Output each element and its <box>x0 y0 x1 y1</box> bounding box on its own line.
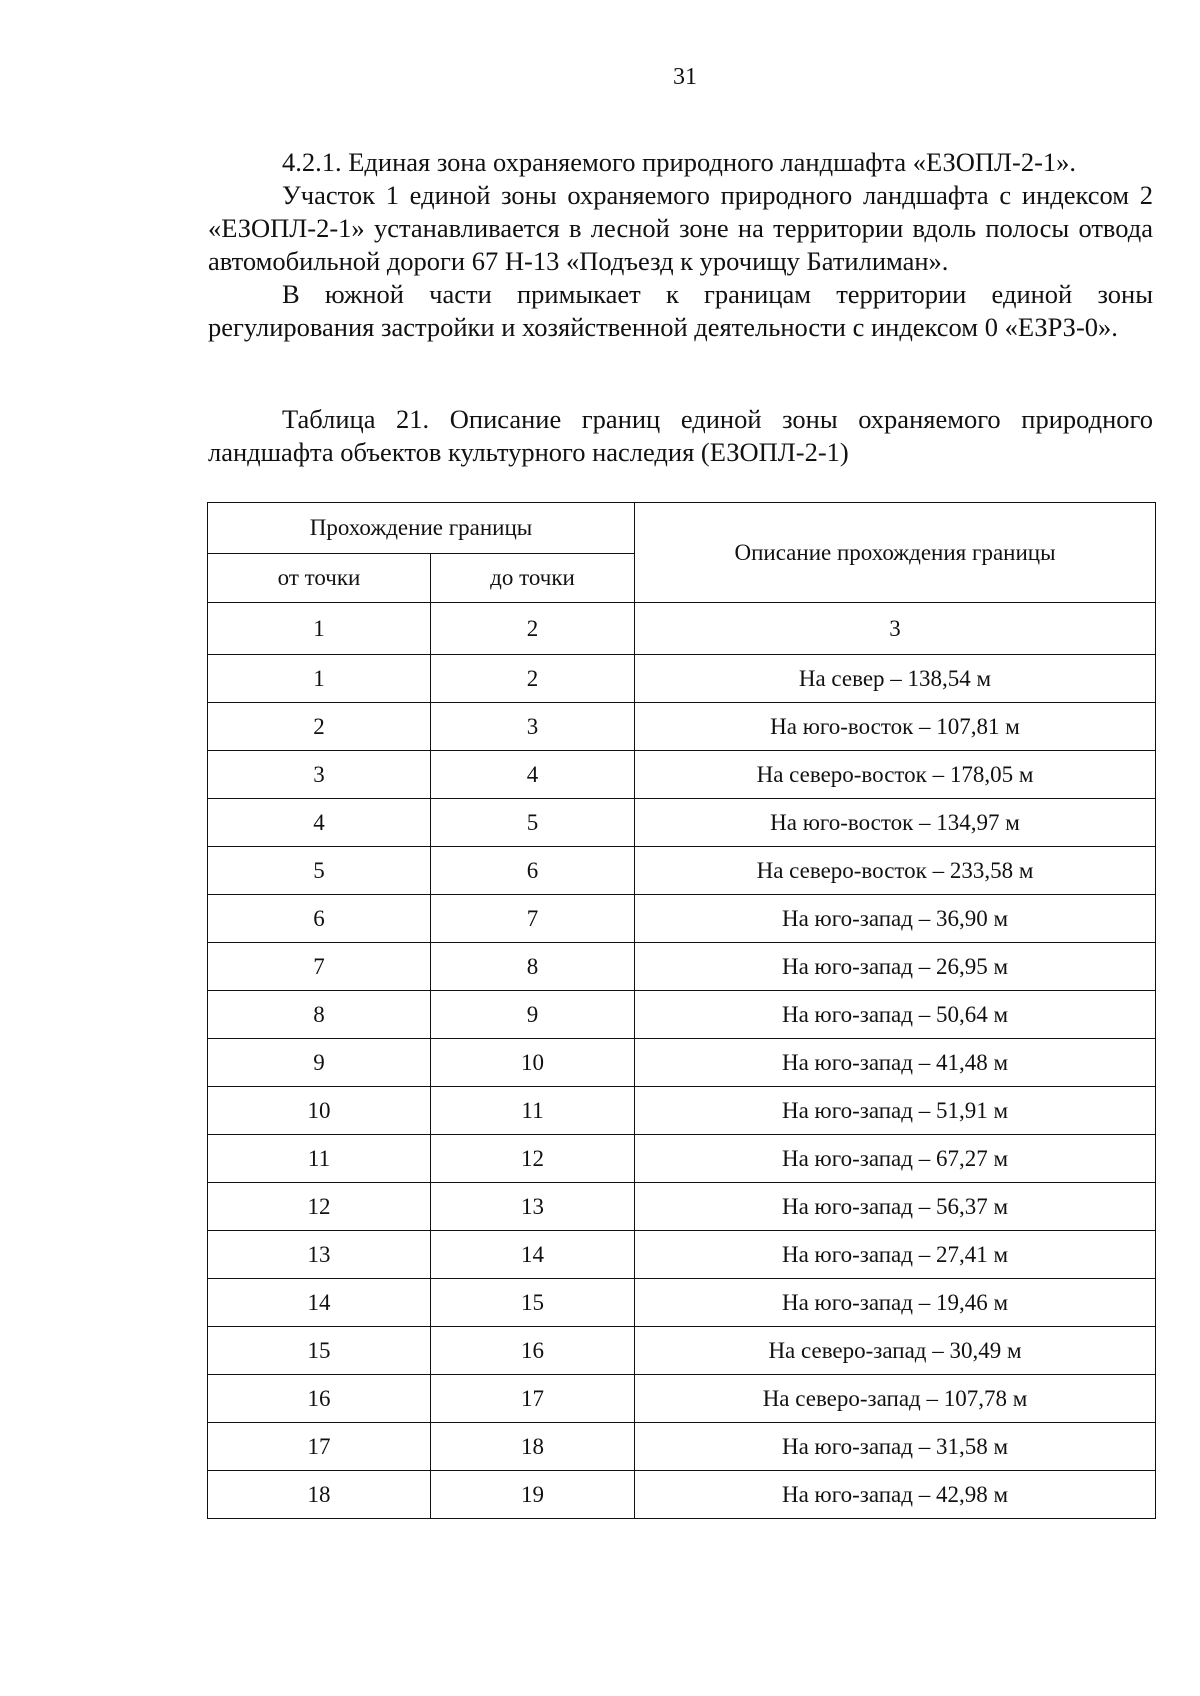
index-cell: 1 <box>208 603 431 655</box>
from-point-cell: 9 <box>208 1039 431 1087</box>
table-caption-block <box>208 403 1153 469</box>
from-point-cell: 18 <box>208 1471 431 1519</box>
section-text <box>208 146 1153 344</box>
from-point-cell: 16 <box>208 1375 431 1423</box>
to-point-cell: 6 <box>431 847 635 895</box>
description-cell: На юго-запад – 36,90 м <box>635 895 1156 943</box>
table-row <box>208 1423 1156 1471</box>
to-point-cell: 3 <box>431 703 635 751</box>
description-cell: На юго-запад – 26,95 м <box>635 943 1156 991</box>
description-cell: На юго-запад – 19,46 м <box>635 1279 1156 1327</box>
to-point-cell: 2 <box>431 655 635 703</box>
from-point-cell: 1 <box>208 655 431 703</box>
description-cell: На юго-запад – 31,58 м <box>635 1423 1156 1471</box>
header-group-cell: Прохождение границы <box>208 503 635 554</box>
table-row <box>208 1471 1156 1519</box>
to-point-cell: 12 <box>431 1135 635 1183</box>
description-cell: На юго-запад – 27,41 м <box>635 1231 1156 1279</box>
table-row <box>208 895 1156 943</box>
table-row <box>208 1375 1156 1423</box>
from-point-cell: 14 <box>208 1279 431 1327</box>
table-row <box>208 847 1156 895</box>
index-cell: 3 <box>635 603 1156 655</box>
table-row <box>208 1231 1156 1279</box>
to-point-cell: 9 <box>431 991 635 1039</box>
from-point-cell: 13 <box>208 1231 431 1279</box>
table-header-row <box>208 503 1156 554</box>
table-row <box>208 1327 1156 1375</box>
description-cell: На северо-запад – 30,49 м <box>635 1327 1156 1375</box>
from-point-cell: 12 <box>208 1183 431 1231</box>
page-number: 31 <box>673 64 697 90</box>
index-cell: 2 <box>431 603 635 655</box>
description-cell: На юго-запад – 67,27 м <box>635 1135 1156 1183</box>
table-row <box>208 943 1156 991</box>
from-point-cell: 7 <box>208 943 431 991</box>
table-row <box>208 1135 1156 1183</box>
table-caption: Таблица 21. Описание границ единой зоны охраняемого природного ландшафта объектов культурного наследия (ЕЗОПЛ-2-1) <box>208 404 1153 467</box>
paragraph: Участок 1 единой зоны охраняемого природного ландшафта с индексом 2 «ЕЗОПЛ-2-1» устанавливается в лесной зоне на территории вдоль полосы отвода автомобильной дороги 67 Н-13 «Подъезд к урочищу Батилиман». <box>208 180 1153 276</box>
table-row <box>208 799 1156 847</box>
table-row <box>208 655 1156 703</box>
table-row <box>208 751 1156 799</box>
to-point-cell: 15 <box>431 1279 635 1327</box>
table-row <box>208 703 1156 751</box>
from-point-cell: 8 <box>208 991 431 1039</box>
to-point-cell: 7 <box>431 895 635 943</box>
boundary-table <box>207 502 1156 1519</box>
from-point-cell: 6 <box>208 895 431 943</box>
description-cell: На северо-восток – 233,58 м <box>635 847 1156 895</box>
description-cell: На юго-запад – 41,48 м <box>635 1039 1156 1087</box>
header-from-cell: от точки <box>208 554 431 603</box>
table-row <box>208 1183 1156 1231</box>
description-cell: На юго-восток – 134,97 м <box>635 799 1156 847</box>
description-cell: На северо-восток – 178,05 м <box>635 751 1156 799</box>
table-row <box>208 991 1156 1039</box>
from-point-cell: 4 <box>208 799 431 847</box>
to-point-cell: 17 <box>431 1375 635 1423</box>
from-point-cell: 2 <box>208 703 431 751</box>
from-point-cell: 3 <box>208 751 431 799</box>
description-cell: На юго-восток – 107,81 м <box>635 703 1156 751</box>
table-index-row <box>208 603 1156 655</box>
description-cell: На север – 138,54 м <box>635 655 1156 703</box>
to-point-cell: 19 <box>431 1471 635 1519</box>
to-point-cell: 8 <box>431 943 635 991</box>
table-row <box>208 1087 1156 1135</box>
to-point-cell: 16 <box>431 1327 635 1375</box>
to-point-cell: 11 <box>431 1087 635 1135</box>
header-desc-cell: Описание прохождения границы <box>635 503 1156 603</box>
header-to-cell: до точки <box>431 554 635 603</box>
paragraph: В южной части примыкает к границам территории единой зоны регулирования застройки и хозяйственной деятельности с индексом 0 «ЕЗРЗ-0». <box>208 279 1153 342</box>
from-point-cell: 11 <box>208 1135 431 1183</box>
from-point-cell: 17 <box>208 1423 431 1471</box>
to-point-cell: 5 <box>431 799 635 847</box>
table-row <box>208 1039 1156 1087</box>
from-point-cell: 5 <box>208 847 431 895</box>
to-point-cell: 10 <box>431 1039 635 1087</box>
description-cell: На северо-запад – 107,78 м <box>635 1375 1156 1423</box>
description-cell: На юго-запад – 50,64 м <box>635 991 1156 1039</box>
description-cell: На юго-запад – 42,98 м <box>635 1471 1156 1519</box>
to-point-cell: 18 <box>431 1423 635 1471</box>
to-point-cell: 4 <box>431 751 635 799</box>
from-point-cell: 15 <box>208 1327 431 1375</box>
section-heading: 4.2.1. Единая зона охраняемого природного ландшафта «ЕЗОПЛ-2-1». <box>282 147 1077 177</box>
to-point-cell: 14 <box>431 1231 635 1279</box>
from-point-cell: 10 <box>208 1087 431 1135</box>
description-cell: На юго-запад – 51,91 м <box>635 1087 1156 1135</box>
table-row <box>208 1279 1156 1327</box>
description-cell: На юго-запад – 56,37 м <box>635 1183 1156 1231</box>
to-point-cell: 13 <box>431 1183 635 1231</box>
